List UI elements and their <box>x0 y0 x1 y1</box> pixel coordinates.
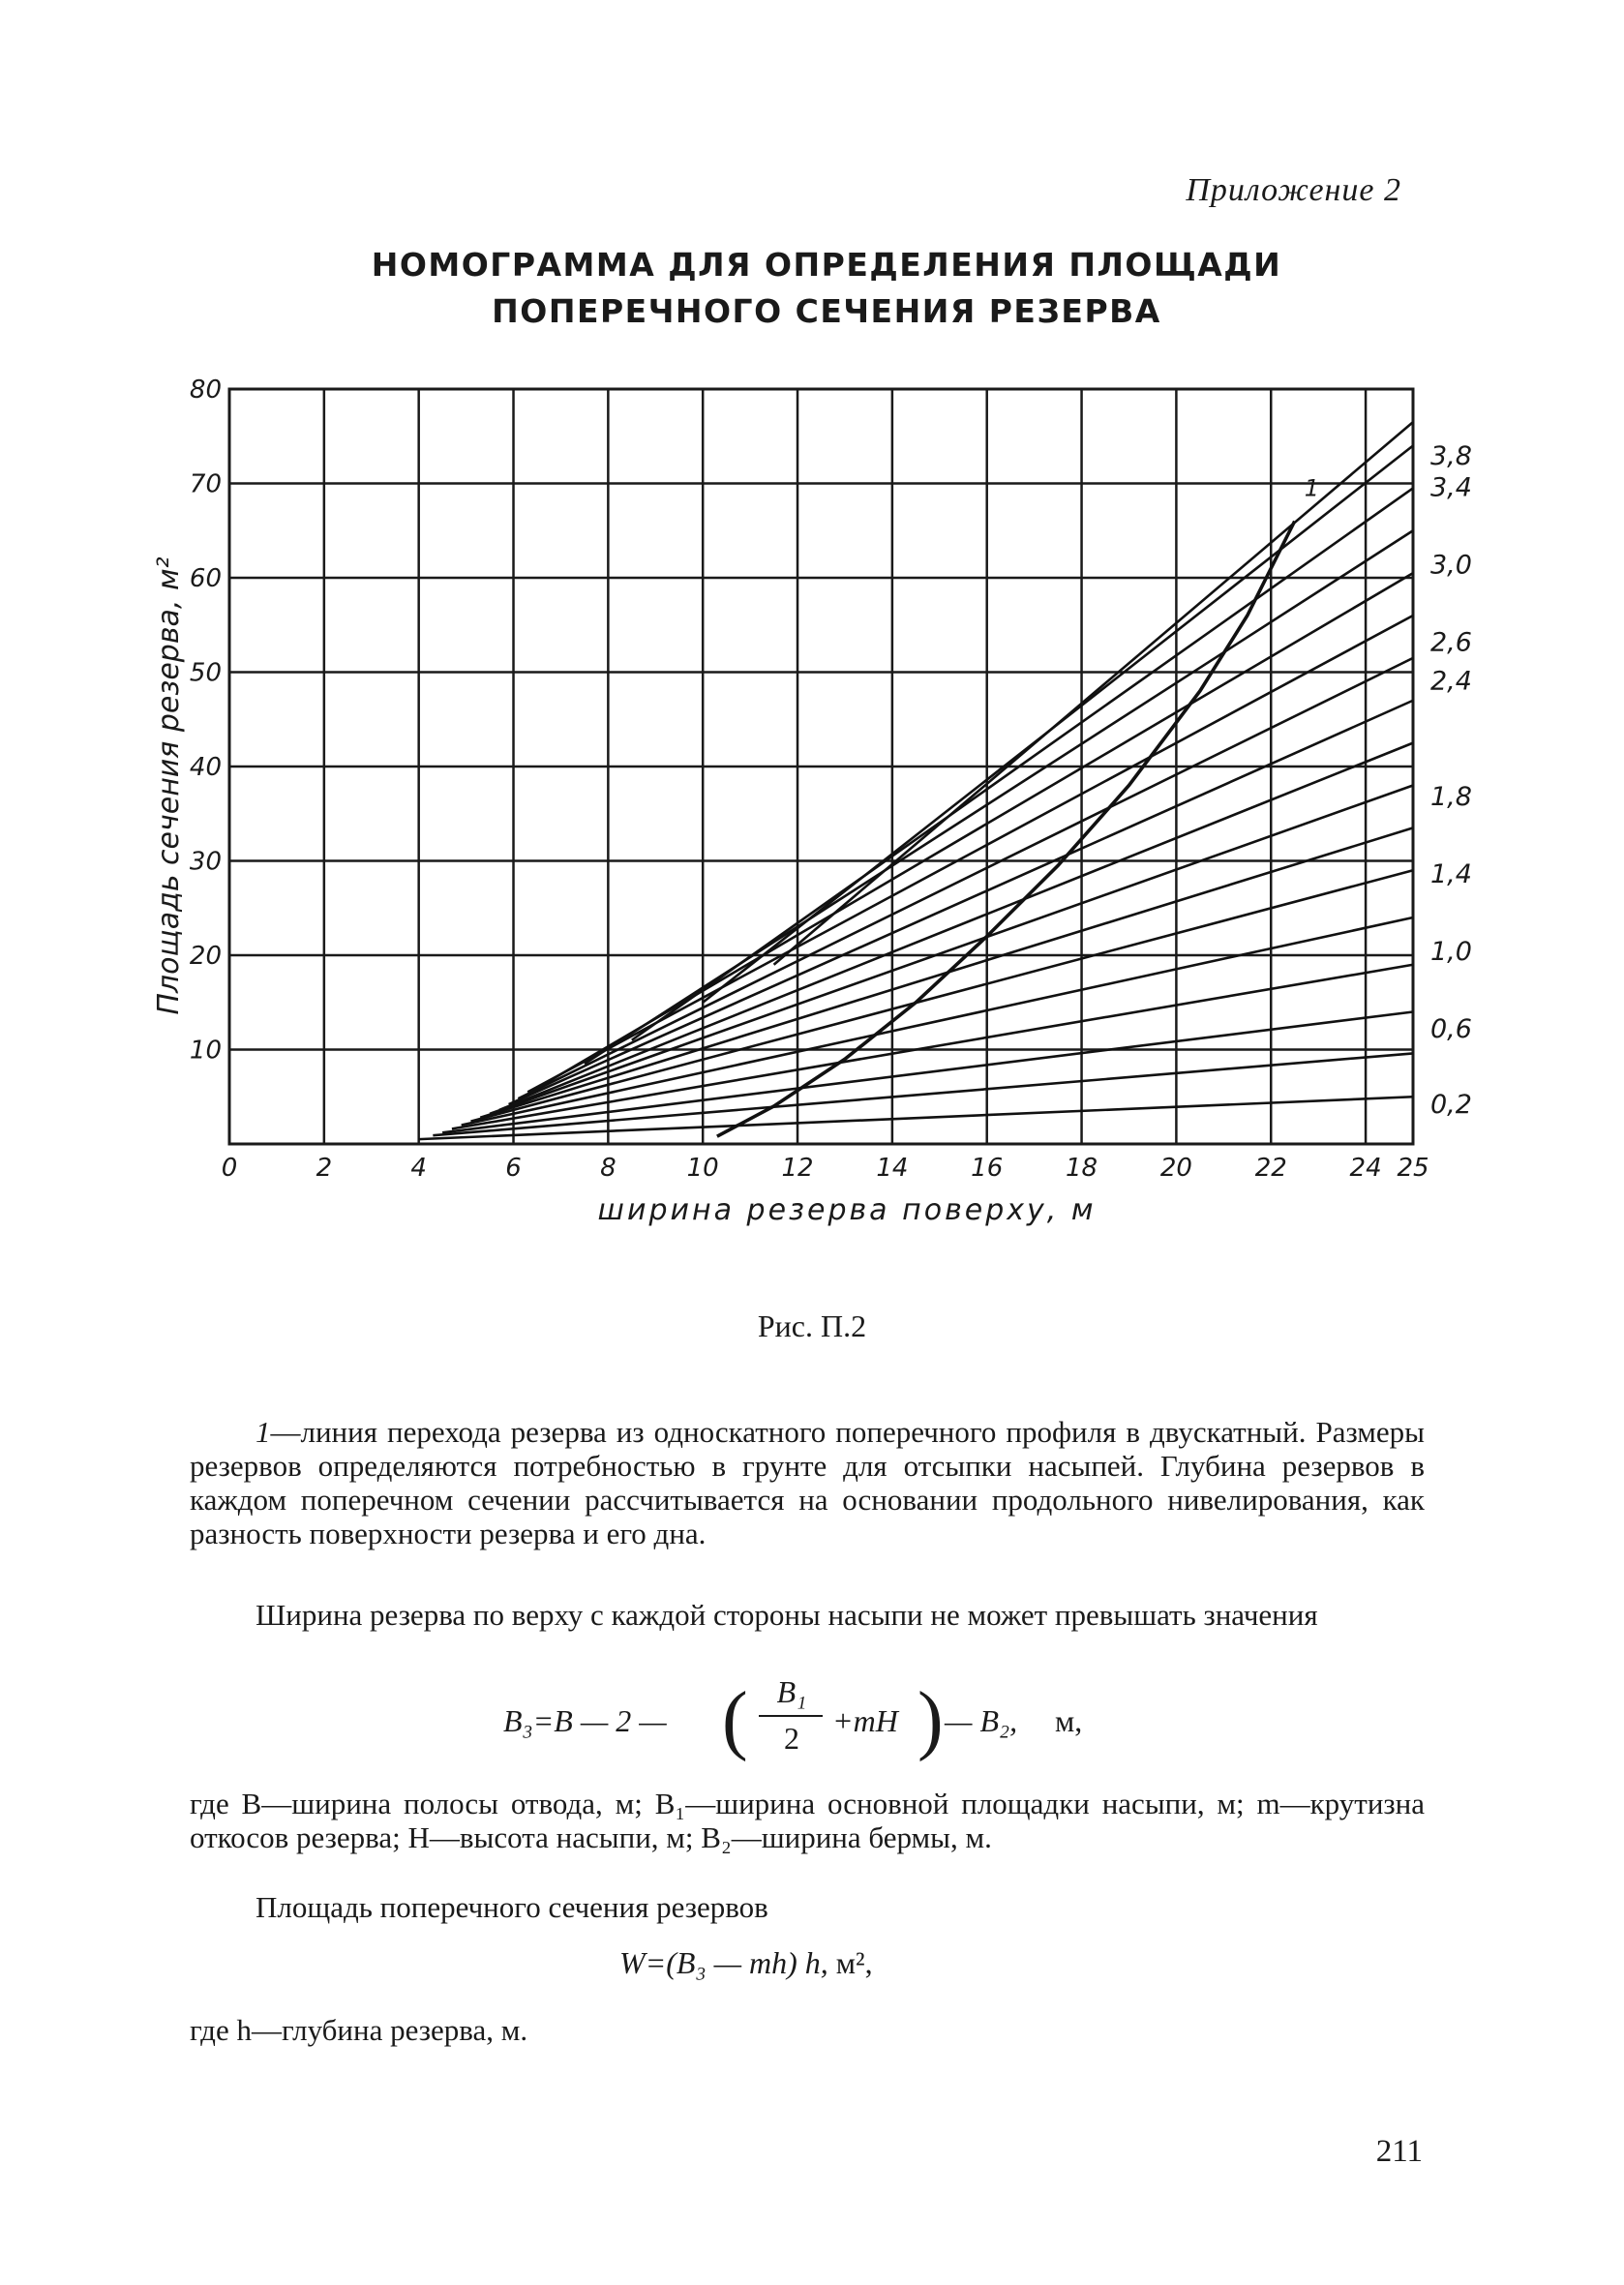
grid <box>229 389 1413 1144</box>
depth-line <box>518 658 1413 1098</box>
y-tick-label: 50 <box>189 658 222 688</box>
formula-right-paren: ) <box>917 1677 944 1762</box>
paragraph-depth: где h—глубина резерва, м. <box>190 2013 528 2047</box>
formula-area-unit: м², <box>835 1945 873 1980</box>
title-line-2: ПОПЕРЕЧНОГО СЕЧЕНИЯ РЕЗЕРВА <box>492 292 1161 330</box>
depth-label: 2,6 <box>1430 627 1472 658</box>
figure-caption: Рис. П.2 <box>757 1308 867 1343</box>
paragraph-width-limit: Ширина резерва по верху с каждой стороны насыпи не может превышать значения <box>256 1598 1318 1632</box>
formula-rhs: — B₂, <box>945 1703 1018 1738</box>
x-tick-label: 16 <box>971 1154 1004 1183</box>
x-tick-label: 2 <box>316 1154 333 1183</box>
depth-line <box>499 743 1413 1110</box>
chart-labels <box>152 376 1472 1227</box>
x-tick-label: 18 <box>1066 1154 1098 1183</box>
x-axis-title: ширина резерва поверху, м <box>597 1193 1097 1227</box>
formula-area <box>619 1945 873 1981</box>
depth-line <box>442 1012 1413 1133</box>
x-tick-label: 10 <box>686 1154 719 1183</box>
appendix-label: Приложение 2 <box>1186 172 1401 208</box>
formula-lhs: B₃=B — 2 — <box>503 1703 667 1738</box>
formula-unit: м, <box>1055 1703 1083 1738</box>
x-tick-label: 20 <box>1159 1154 1192 1183</box>
y-tick-label: 20 <box>189 942 222 971</box>
depth-label: 0,2 <box>1430 1090 1472 1120</box>
paragraph-legend <box>190 1415 1425 1550</box>
x-tick-label: 24 <box>1349 1154 1382 1183</box>
depth-label: 3,8 <box>1430 441 1472 471</box>
depth-label: 1,4 <box>1430 859 1472 890</box>
depth-line <box>542 573 1413 1085</box>
depth-label: 0,6 <box>1430 1014 1472 1045</box>
paragraph-variables: где B—ширина полосы отвода, м; B₁—ширина основной площадки насыпи, м; m—крутизна откосов резерва; H—высота насыпи, м; B₂—ширина бермы, м. <box>190 1787 1425 1854</box>
depth-label: 1,8 <box>1430 782 1472 813</box>
formula-denominator: 2 <box>784 1721 799 1756</box>
y-axis-title: Площадь сечения резерва, м² <box>152 556 186 1015</box>
depth-line <box>632 488 1413 1039</box>
depth-label: 3,0 <box>1430 550 1472 581</box>
depth-line <box>585 530 1413 1064</box>
y-tick-label: 10 <box>189 1036 222 1066</box>
depth-label: 1,0 <box>1430 937 1472 968</box>
formula-numerator: B₁ <box>776 1674 807 1709</box>
formula-left-paren: ( <box>722 1677 748 1762</box>
x-tick-label: 0 <box>221 1154 238 1183</box>
x-tick-label: 6 <box>505 1154 522 1183</box>
y-tick-label: 70 <box>189 469 222 499</box>
legend-number: 1 <box>256 1415 271 1449</box>
transition-line-label: 1 <box>1304 474 1319 502</box>
y-tick-label: 60 <box>189 564 222 593</box>
legend-text: —линия перехода резерва из односкатного поперечного профиля в двускатный. Размеры резервов определяются потребностью в грунте для отсыпки насыпей. Глубина резервов в каждом поперечном сечении рассчитывается на основании продольного нивелирования, как разность поверхности резерва и его дна. <box>190 1415 1425 1550</box>
paragraph-area: Площадь поперечного сечения резервов <box>256 1890 768 1924</box>
formula-area-expr: W=(B₃ — mh) h, <box>619 1945 828 1980</box>
y-tick-label: 40 <box>189 753 222 782</box>
transition-curve <box>717 522 1295 1137</box>
x-tick-label: 25 <box>1397 1154 1429 1183</box>
x-tick-label: 12 <box>781 1154 814 1183</box>
depth-line <box>433 1053 1413 1135</box>
y-tick-label: 30 <box>189 847 222 877</box>
depth-series <box>419 422 1413 1139</box>
depth-line <box>774 422 1413 965</box>
depth-label: 2,4 <box>1430 666 1472 697</box>
depth-line <box>509 701 1413 1104</box>
x-tick-label: 22 <box>1254 1154 1287 1183</box>
depth-label: 3,4 <box>1430 472 1472 503</box>
x-tick-label: 14 <box>876 1154 909 1183</box>
formula-fraction-bar <box>759 1715 823 1717</box>
transition-line <box>717 522 1295 1137</box>
formula-width <box>503 1672 1123 1769</box>
formula-plus-term: +mH <box>832 1703 898 1738</box>
page-number: 211 <box>1375 2134 1423 2169</box>
y-tick-label: 80 <box>189 376 222 405</box>
title-line-1: НОМОГРАММА ДЛЯ ОПРЕДЕЛЕНИЯ ПЛОЩАДИ <box>371 246 1282 284</box>
x-tick-label: 4 <box>410 1154 427 1183</box>
x-tick-label: 8 <box>600 1154 617 1183</box>
